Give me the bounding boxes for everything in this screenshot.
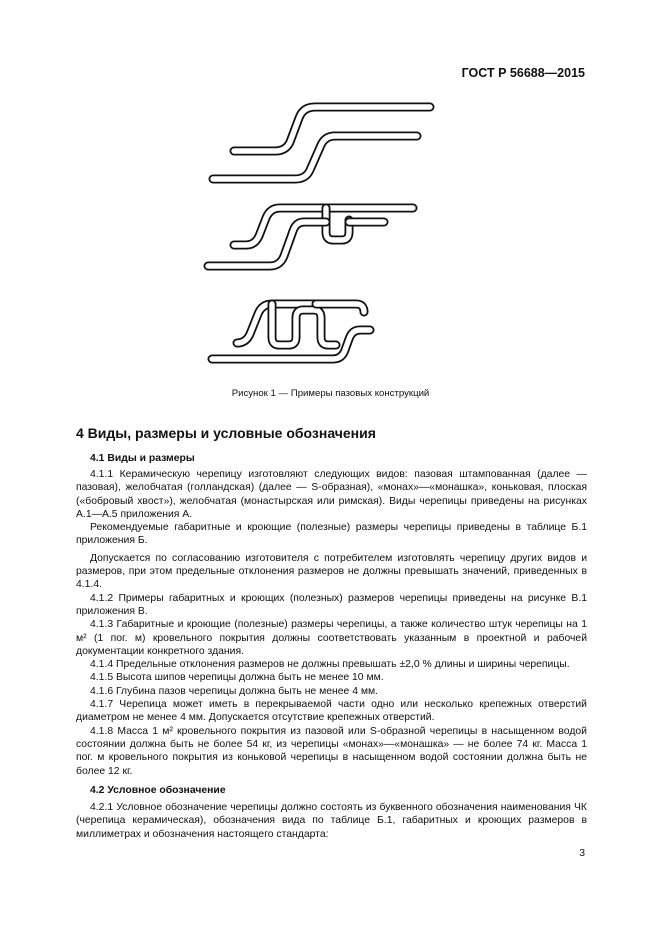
paragraph-4-1-1: 4.1.1 Керамическую черепицу изготовляют следующих видов: пазовая штампованная (далее — пазовая), желобчатая (голландская) (далее — S-образная), «монах»—«монашка», коньковая, плоская («бобровый хвост»), желобчатая (монастырская или римская). Виды черепицы приведены на рисунках А.1—А.5 приложения А. bbox=[76, 469, 587, 520]
body-text-4-1 bbox=[76, 468, 587, 778]
paragraph-4-1-5: 4.1.5 Высота шипов черепицы должна быть не менее 10 мм. bbox=[90, 672, 384, 684]
paragraph-4-1-1-allowed: Допускается по согласованию изготовителя с потребителем изготовлять черепицу других видов и размеров, при этом предельные отклонения размеров не должны превышать значений, приведенных в 4.1.4. bbox=[76, 552, 587, 591]
subsection-4-1-title: 4.1 Виды и размеры bbox=[90, 453, 195, 464]
paragraph-4-1-7: 4.1.7 Черепица может иметь в перекрываемой части одно или несколько крепежных отверстий диаметром не менее 4 мм. Допускается отсутствие крепежных отверстий. bbox=[76, 699, 587, 724]
paragraph-4-2-1: 4.2.1 Условное обозначение черепицы должно состоять из буквенного обозначения наименования ЧК (черепица керамическая), обозначения вида по таблице Б.1, габаритных и кроющих размеров в миллиметрах и обозначения настоящего стандарта: bbox=[76, 802, 587, 840]
interlock-profiles-figure bbox=[0, 0, 661, 380]
profile-1 bbox=[213, 107, 430, 179]
paragraph-4-1-3: 4.1.3 Габаритные и кроющие (полезные) размеры черепицы, а также количество штук черепицы на 1 м² (1 пог. м) кровельного покрытия должны соответствовать указанным в проектной и рабочей документации конкретного здания. bbox=[76, 619, 587, 657]
figure-caption: Рисунок 1 — Примеры пазовых конструкций bbox=[231, 388, 430, 399]
paragraph-4-1-8: 4.1.8 Масса 1 м² кровельного покрытия из пазовой или S-образной черепицы в насыщенном водой состоянии должна быть не более 54 кг, из черепицы «монах»—«монашка» — не более 74 кг. Масса 1 пог. м кровельного покрытия из коньковой черепицы в насыщенном водой состоянии должна быть не более 12 кг. bbox=[76, 725, 587, 777]
section-4-title: 4 Виды, размеры и условные обозначения bbox=[76, 425, 376, 441]
paragraph-4-1-4: 4.1.4 Предельные отклонения размеров не должны превышать ±2,0 % длины и ширины черепицы. bbox=[90, 659, 570, 671]
paragraph-4-1-6: 4.1.6 Глубина пазов черепицы должна быть не менее 4 мм. bbox=[90, 685, 379, 697]
paragraph-4-1-2: 4.1.2 Примеры габаритных и кроющих (полезных) размеров черепицы приведены на рисунке В.1 приложения В. bbox=[76, 592, 587, 617]
document-code: ГОСТ Р 56688—2015 bbox=[461, 66, 585, 80]
page-number: 3 bbox=[579, 848, 585, 859]
profile-2 bbox=[208, 208, 413, 266]
body-text-4-2 bbox=[76, 801, 587, 841]
subsection-4-2-title: 4.2 Условное обозначение bbox=[90, 785, 226, 796]
paragraph-4-1-1-recommended: Рекомендуемые габаритные и кроющие (полезные) размеры черепицы приведены в таблице Б.1 приложения Б. bbox=[76, 522, 587, 547]
profile-3 bbox=[212, 304, 370, 359]
